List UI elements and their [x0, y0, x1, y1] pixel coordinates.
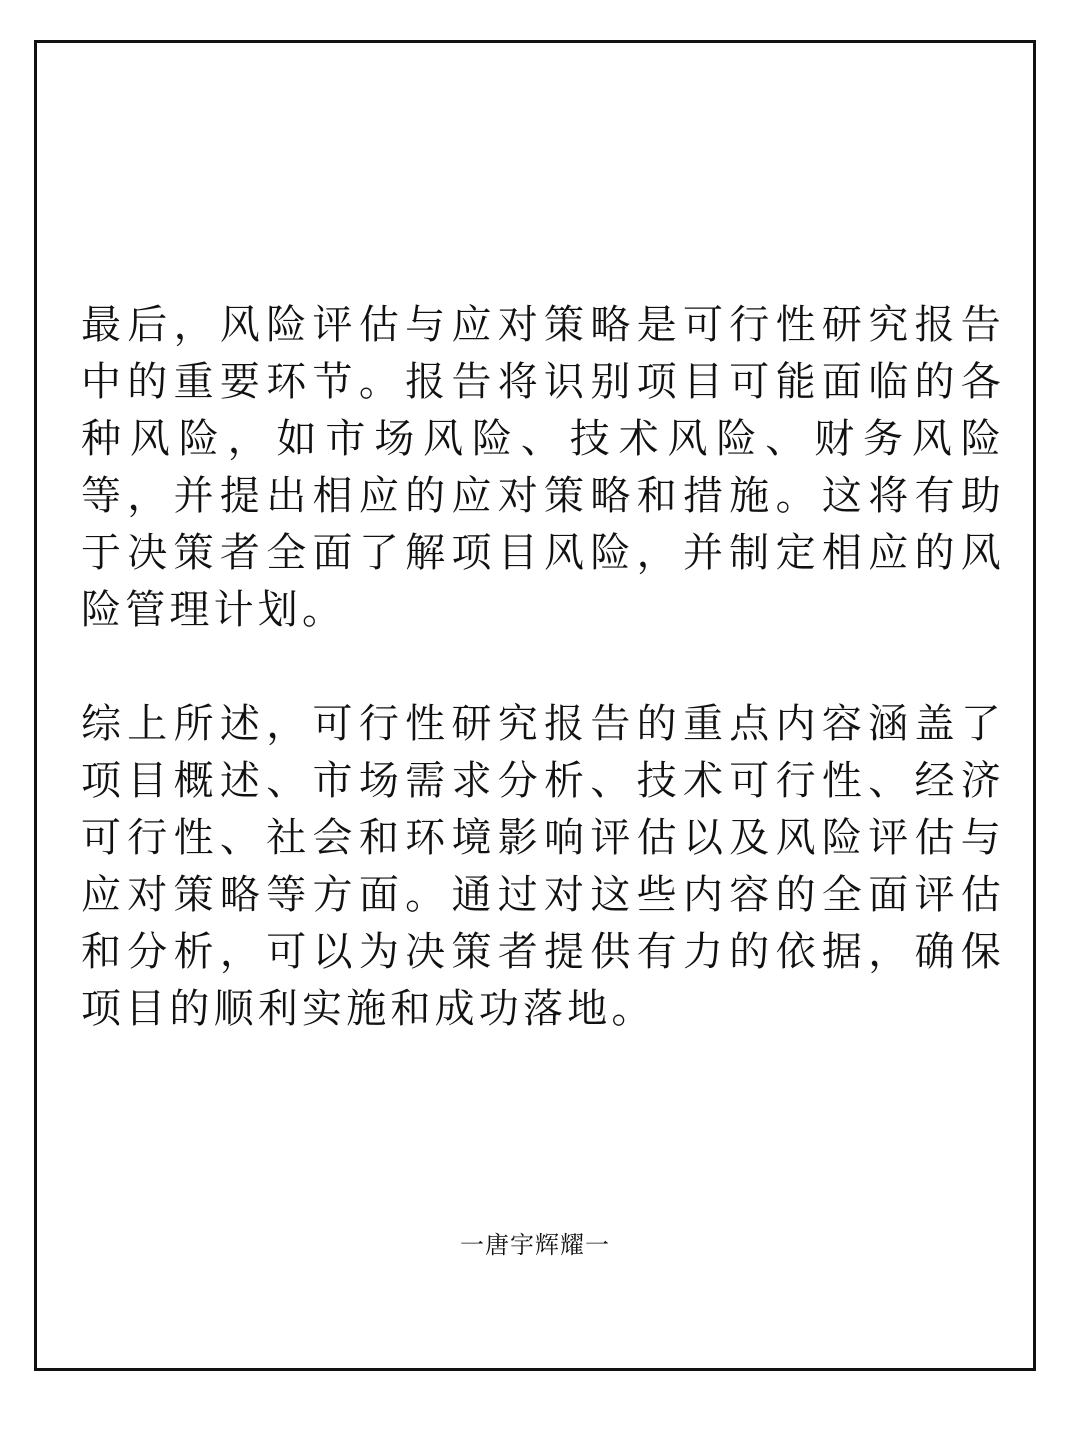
author-signature: 一唐宇辉耀一 [460, 1231, 610, 1259]
document-body [81, 297, 1005, 1038]
page-border-frame [34, 40, 1036, 1371]
paragraph-risk-assessment: 最后，风险评估与应对策略是可行性研究报告中的重要环节。报告将识别项目可能面临的各种风险，如市场风险、技术风险、财务风险等，并提出相应的应对策略和措施。这将有助于决策者全面了解项目风险，并制定相应的风险管理计划。 [81, 302, 1005, 633]
paragraph-summary: 综上所述，可行性研究报告的重点内容涵盖了项目概述、市场需求分析、技术可行性、经济可行性、社会和环境影响评估以及风险评估与应对策略等方面。通过对这些内容的全面评估和分析，可以为决策者提供有力的依据，确保项目的顺利实施和成功落地。 [81, 701, 1005, 1032]
